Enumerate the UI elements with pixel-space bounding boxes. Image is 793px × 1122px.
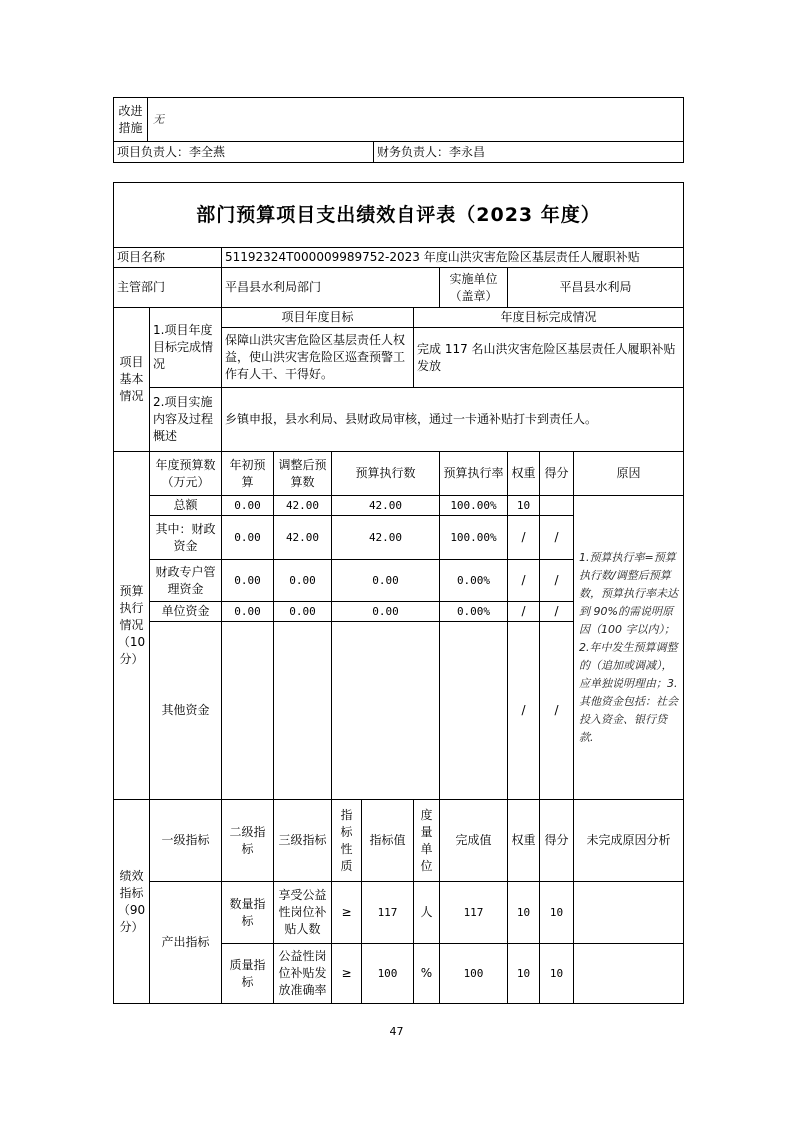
- dept-label: 主管部门: [114, 268, 222, 308]
- budget-score: [540, 496, 574, 516]
- budget-executed: 0.00: [332, 602, 440, 622]
- impl-unit-value: 平昌县水利局: [508, 268, 684, 308]
- perf-header: 完成值: [440, 800, 508, 882]
- budget-score: /: [540, 516, 574, 560]
- project-name-value: 51192324T000009989752-2023 年度山洪灾害危险区基层责任人履职补贴: [222, 248, 684, 268]
- finance-lead: 财务负责人：李永昌: [374, 142, 684, 163]
- budget-weight: /: [508, 560, 540, 602]
- done-header: 年度目标完成情况: [414, 308, 684, 328]
- budget-row-name: 单位资金: [150, 602, 222, 622]
- budget-initial: 0.00: [222, 516, 274, 560]
- perf-unit: 人: [414, 882, 440, 944]
- budget-executed: 42.00: [332, 496, 440, 516]
- budget-initial: 0.00: [222, 602, 274, 622]
- perf-reason: [574, 882, 684, 944]
- perf-header: 指标性质: [332, 800, 362, 882]
- budget-weight: 10: [508, 496, 540, 516]
- perf-level3: 公益性岗位补贴发放准确率: [274, 944, 332, 1004]
- budget-executed: [332, 622, 440, 800]
- budget-rate: 100.00%: [440, 516, 508, 560]
- perf-done: 100: [440, 944, 508, 1004]
- budget-weight: /: [508, 516, 540, 560]
- budget-adjusted: 42.00: [274, 516, 332, 560]
- perf-reason: [574, 944, 684, 1004]
- budget-header: 得分: [540, 452, 574, 496]
- budget-score: /: [540, 602, 574, 622]
- perf-header: 三级指标: [274, 800, 332, 882]
- impl-text: 乡镇申报，县水利局、县财政局审核，通过一卡通补贴打卡到责任人。: [222, 388, 684, 452]
- perf-header: 指标值: [362, 800, 414, 882]
- budget-row-name: 总额: [150, 496, 222, 516]
- goal-text: 保障山洪灾害危险区基层责任人权益，使山洪灾害危险区巡查预警工作有人干、干得好。: [222, 328, 414, 388]
- perf-header: 未完成原因分析: [574, 800, 684, 882]
- improve-value: 无: [148, 98, 684, 142]
- goal-header: 项目年度目标: [222, 308, 414, 328]
- perf-level3: 享受公益性岗位补贴人数: [274, 882, 332, 944]
- budget-adjusted: [274, 622, 332, 800]
- budget-row-name: 其中：财政资金: [150, 516, 222, 560]
- budget-header: 权重: [508, 452, 540, 496]
- budget-reason: 1.预算执行率=预算执行数/调整后预算数，预算执行率未达到 90%的需说明原因（100 字以内）；2.年中发生预算调整的（追加或调减），应单独说明理由；3.其他资金包括：社会投入资金、银行贷款.: [574, 496, 684, 800]
- budget-initial: 0.00: [222, 496, 274, 516]
- budget-adjusted: 0.00: [274, 560, 332, 602]
- budget-initial: 0.00: [222, 560, 274, 602]
- impl-unit-label: 实施单位（盖章）: [440, 268, 508, 308]
- basic-section-label: 项目基本情况: [114, 308, 150, 452]
- page-number: 47: [389, 1025, 404, 1038]
- project-lead: 项目负责人：李全燕: [114, 142, 374, 163]
- perf-nature: ≥: [332, 882, 362, 944]
- perf-score: 10: [540, 882, 574, 944]
- budget-header: 年初预算: [222, 452, 274, 496]
- budget-section-label: 预算执行情况（10分）: [114, 452, 150, 800]
- budget-rate: 100.00%: [440, 496, 508, 516]
- budget-header: 预算执行数: [332, 452, 440, 496]
- perf-header: 权重: [508, 800, 540, 882]
- top-table: [113, 97, 684, 163]
- perf-level2: 质量指标: [222, 944, 274, 1004]
- budget-header: 调整后预算数: [274, 452, 332, 496]
- perf-value: 117: [362, 882, 414, 944]
- perf-header: 一级指标: [150, 800, 222, 882]
- improve-label: 改进措施: [114, 98, 148, 142]
- dept-value: 平昌县水利局部门: [222, 268, 440, 308]
- perf-value: 100: [362, 944, 414, 1004]
- budget-header: 预算执行率: [440, 452, 508, 496]
- budget-initial: [222, 622, 274, 800]
- perf-header: 度量单位: [414, 800, 440, 882]
- perf-weight: 10: [508, 882, 540, 944]
- budget-executed: 42.00: [332, 516, 440, 560]
- page-title: 部门预算项目支出绩效自评表（2023 年度）: [114, 183, 684, 248]
- budget-row-name: 财政专户管理资金: [150, 560, 222, 602]
- perf-section-label: 绩效指标（90分）: [114, 800, 150, 1004]
- done-text: 完成 117 名山洪灾害危险区基层责任人履职补贴发放: [414, 328, 684, 388]
- budget-header: 年度预算数（万元）: [150, 452, 222, 496]
- perf-header: 得分: [540, 800, 574, 882]
- budget-score: /: [540, 560, 574, 602]
- budget-rate: 0.00%: [440, 602, 508, 622]
- perf-score: 10: [540, 944, 574, 1004]
- impl-label: 2.项目实施内容及过程概述: [150, 388, 222, 452]
- budget-weight: /: [508, 622, 540, 800]
- evaluation-table: [113, 182, 684, 1004]
- perf-nature: ≥: [332, 944, 362, 1004]
- perf-done: 117: [440, 882, 508, 944]
- perf-level2: 数量指标: [222, 882, 274, 944]
- budget-weight: /: [508, 602, 540, 622]
- project-name-label: 项目名称: [114, 248, 222, 268]
- perf-unit: %: [414, 944, 440, 1004]
- budget-adjusted: 0.00: [274, 602, 332, 622]
- budget-row-name: 其他资金: [150, 622, 222, 800]
- budget-adjusted: 42.00: [274, 496, 332, 516]
- budget-header: 原因: [574, 452, 684, 496]
- perf-header: 二级指标: [222, 800, 274, 882]
- budget-rate: 0.00%: [440, 560, 508, 602]
- goal-label: 1.项目年度目标完成情况: [150, 308, 222, 388]
- perf-level1: 产出指标: [150, 882, 222, 1004]
- budget-rate: [440, 622, 508, 800]
- perf-weight: 10: [508, 944, 540, 1004]
- budget-executed: 0.00: [332, 560, 440, 602]
- budget-score: /: [540, 622, 574, 800]
